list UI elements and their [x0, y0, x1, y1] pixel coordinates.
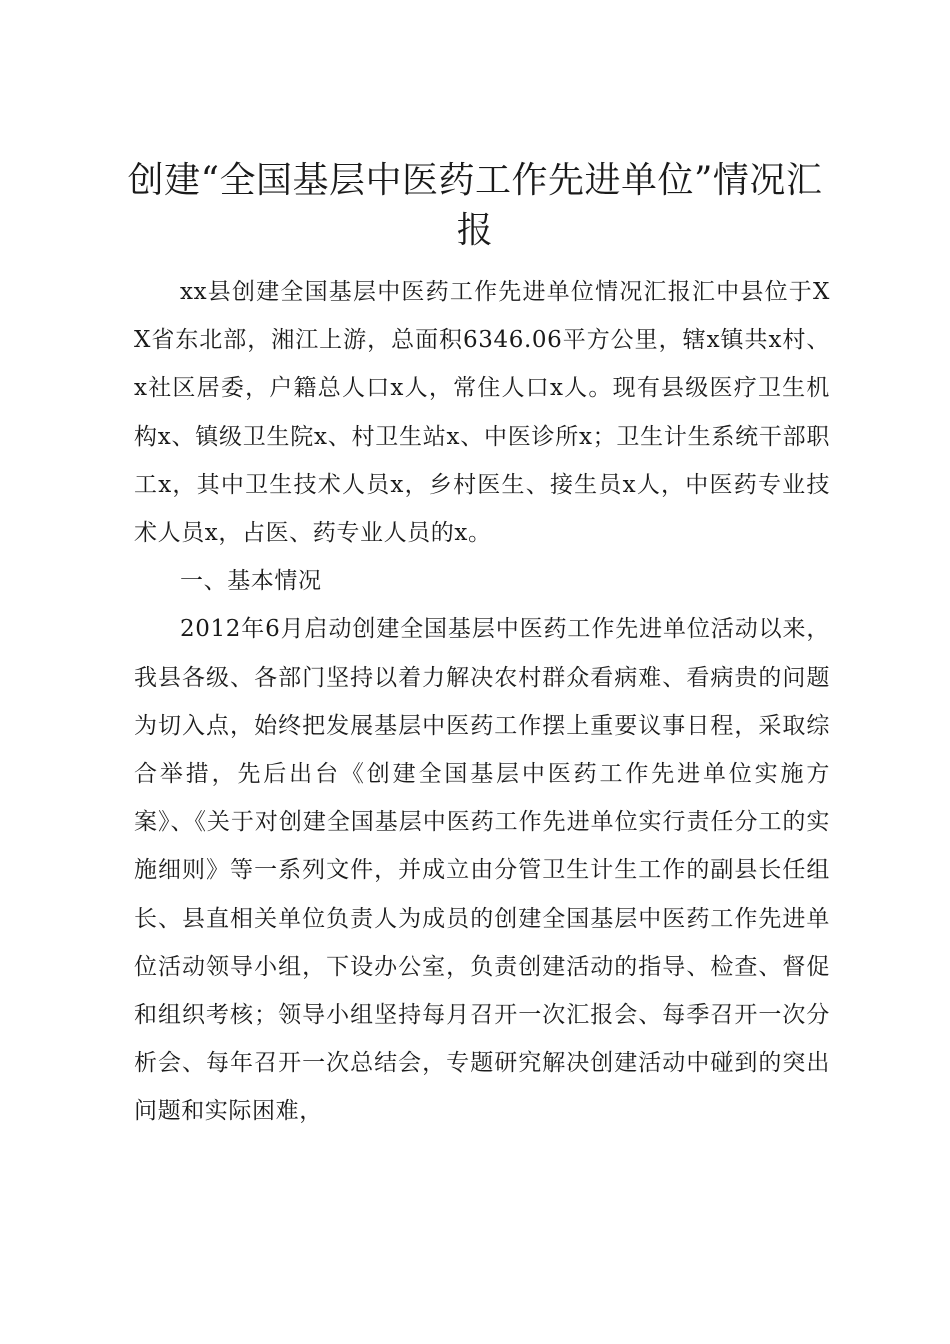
document-title: 创建“全国基层中医药工作先进单位”情况汇报 — [127, 160, 823, 251]
section-heading: 一、基本情况 — [180, 568, 322, 595]
document-body — [134, 268, 830, 1136]
intro-paragraph: xx县创建全国基层中医药工作先进单位情况汇报汇中县位于XX省东北部，湘江上游，总面积6346.06平方公里，辖x镇共x村、x社区居委，户籍总人口x人，常住人口x人。现有县级医疗卫生机构x、镇级卫生院x、村卫生站x、中医诊所x；卫生计生系统干部职工x，其中卫生技术人员x，乡村医生、接生员x人，中医药专业技术人员x，占医、药专业人员的x。 — [134, 279, 830, 547]
body-paragraph: 2012年6月启动创建全国基层中医药工作先进单位活动以来，我县各级、各部门坚持以着力解决农村群众看病难、看病贵的问题为切入点，始终把发展基层中医药工作摆上重要议事日程，采取综合举措，先后出台《创建全国基层中医药工作先进单位实施方案》、《关于对创建全国基层中医药工作先进单位实行责任分工的实施细则》等一系列文件，并成立由分管卫生计生工作的副县长任组长、县直相关单位负责人为成员的创建全国基层中医药工作先进单位活动领导小组，下设办公室，负责创建活动的指导、检查、督促和组织考核；领导小组坚持每月召开一次汇报会、每季召开一次分析会、每年召开一次总结会，专题研究解决创建活动中碰到的突出问题和实际困难， — [134, 616, 830, 1125]
